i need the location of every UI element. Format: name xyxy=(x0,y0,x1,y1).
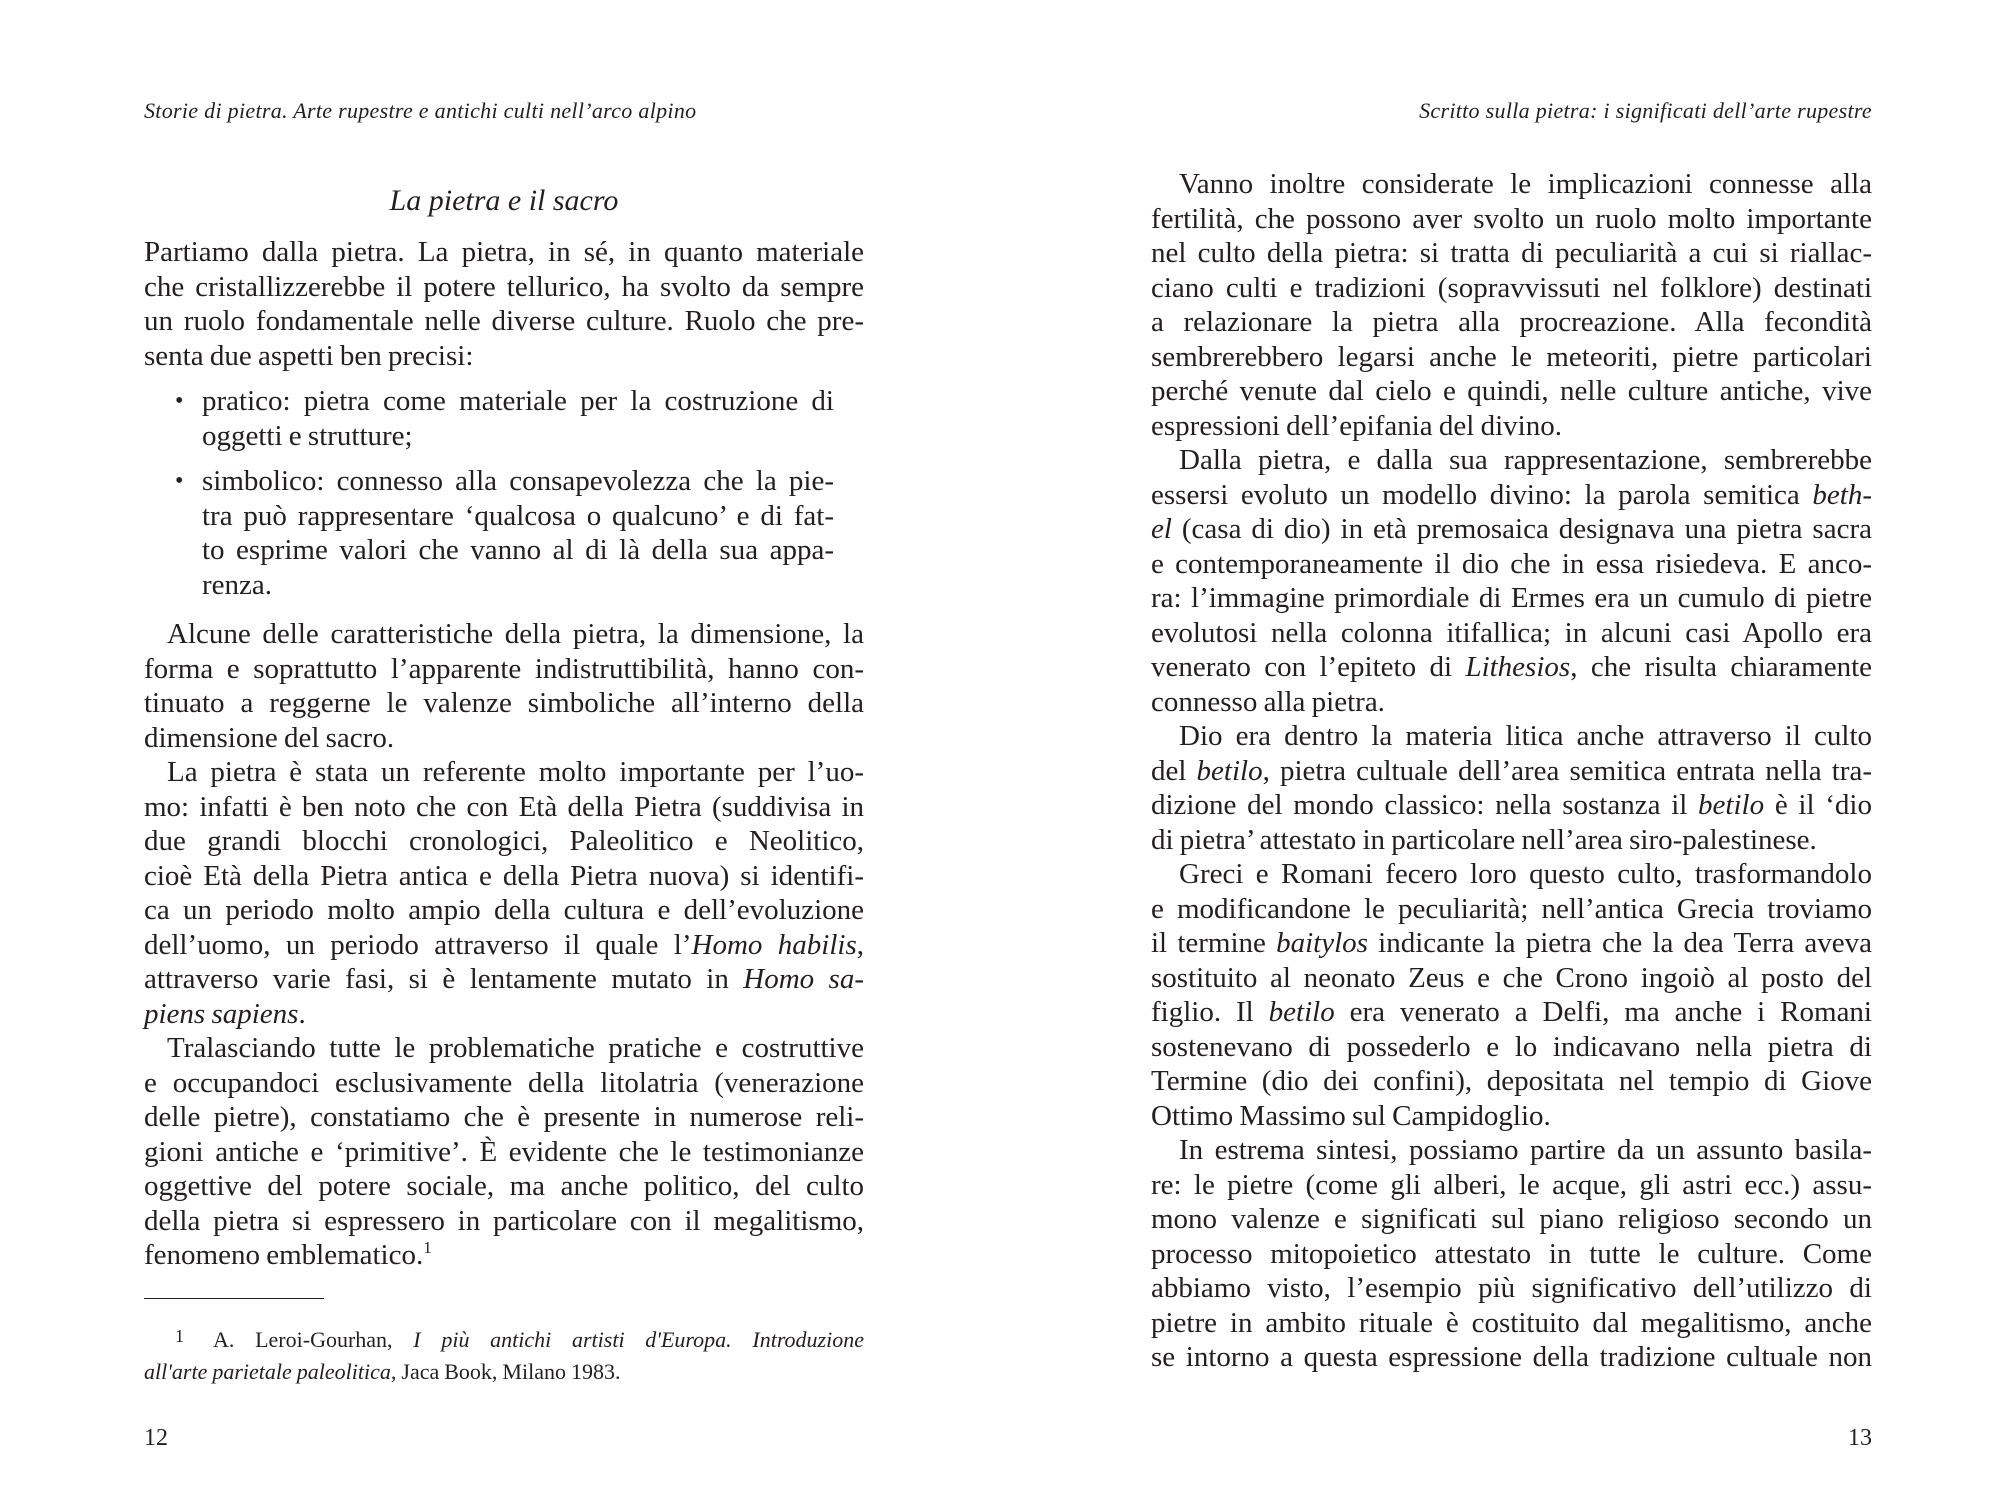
text-line: due grandi blocchi cronologici, Paleolitico e Neolitico, xyxy=(144,825,864,857)
text-line xyxy=(1151,995,1872,1030)
text-line xyxy=(1151,788,1872,823)
paragraph xyxy=(1151,1133,1872,1375)
text-line: simbolico: connesso alla consapevolezza che la pie- xyxy=(202,465,834,497)
text-line xyxy=(1151,512,1872,547)
text-line: 1 A. Leroi-Gourhan, I più antichi artisti d'Europa. Introduzione xyxy=(175,1326,864,1352)
text-line: sostenevano di possederlo e lo indicavano nella pietra di xyxy=(1151,1030,1872,1063)
text-line: oggetti e strutture; xyxy=(202,419,413,452)
bullet-icon: • xyxy=(175,468,184,494)
bullet-list xyxy=(144,384,864,602)
italic-text: el xyxy=(1151,513,1172,545)
text-run: A. Leroi-Gourhan, xyxy=(213,1327,414,1352)
text-line: mono valenze e significati sul piano religioso secondo un xyxy=(1151,1203,1872,1235)
italic-text: Lithesios xyxy=(1465,651,1571,683)
text-line: tra può rappresentare ‘qualcosa o qualcuno’ e di fat- xyxy=(202,499,834,532)
paragraph xyxy=(1151,167,1872,443)
text-line: della pietra si espressero in particolare con il megalitismo, xyxy=(144,1204,864,1237)
bullet-icon: • xyxy=(175,388,184,414)
text-line: senta due aspetti ben precisi: xyxy=(144,339,474,372)
paragraph xyxy=(144,755,864,1031)
text-run: il termine xyxy=(1151,927,1277,959)
text-line: Partiamo dalla pietra. La pietra, in sé, in quanto materiale xyxy=(144,236,864,268)
text-line: renza. xyxy=(202,568,273,601)
italic-text: piens sapiens xyxy=(144,997,299,1030)
list-item xyxy=(175,384,834,453)
text-line: ra: l’immagine primordiale di Ermes era un cumulo di pietre xyxy=(1151,582,1872,614)
text-line: Tralasciando tutte le problematiche pratiche e costruttive xyxy=(167,1032,864,1064)
text-run: fenomeno emblematico. xyxy=(144,1239,424,1271)
text-line: Ottimo Massimo sul Campidoglio. xyxy=(1151,1099,1551,1132)
text-line: sembrerebbero legarsi anche le meteoriti, pietre particolari xyxy=(1151,340,1872,373)
text-run: indicante la pietra che la dea Terra aveva xyxy=(1367,927,1873,959)
text-line: e occupandoci esclusivamente della litolatria (venerazione xyxy=(144,1066,864,1099)
text-line xyxy=(144,997,864,1032)
text-line: un ruolo fondamentale nelle diverse culture. Ruolo che pre- xyxy=(144,305,864,337)
italic-text: betilo xyxy=(1268,996,1335,1028)
text-line: fertilità, che possono aver svolto un ruolo molto importante xyxy=(1151,202,1872,235)
text-line: perché venute dal cielo e quindi, nelle culture antiche, vive xyxy=(1151,375,1872,407)
paragraph xyxy=(144,1031,864,1273)
text-run: , pietra cultuale dell’area semitica entrata nella tra- xyxy=(1262,754,1872,787)
text-line: Dalla pietra, e dalla sua rappresentazione, sembrerebbe xyxy=(1179,444,1872,476)
text-line: a relazionare la pietra alla procreazione. Alla fecondità xyxy=(1151,306,1872,338)
text-line: e modificandone le peculiarità; nell’antica Grecia troviamo xyxy=(1151,892,1872,925)
text-run: venerato con l’epiteto di xyxy=(1151,651,1466,683)
footnote xyxy=(144,1324,864,1389)
text-run: , Jaca Book, Milano 1983. xyxy=(390,1359,621,1385)
text-line: cioè Età della Pietra antica e della Pietra nuova) si identifi- xyxy=(144,859,864,892)
paragraph xyxy=(1151,719,1872,857)
right-page xyxy=(1000,0,2000,1500)
italic-text: baitylos xyxy=(1276,927,1368,959)
text-run: essersi evoluto un modello divino: la parola semitica xyxy=(1151,478,1813,511)
italic-text: beth- xyxy=(1812,478,1872,511)
italic-text: Homo habilis xyxy=(691,928,857,961)
page-number: 12 xyxy=(144,1425,168,1451)
paragraph xyxy=(144,235,864,373)
text-line: ciano culti e tradizioni (sopravvissuti nel folklore) destinati xyxy=(1151,271,1872,304)
text-line: La pietra è stata un referente molto importante per l’uo- xyxy=(167,756,864,788)
text-line: tinuato a reggerne le valenze simboliche all’interno della xyxy=(144,687,864,719)
text-line: nel culto della pietra: si tratta di peculiarità a cui si riallac- xyxy=(1151,237,1872,269)
text-line: ca un periodo molto ampio della cultura e dell’evoluzione xyxy=(144,894,864,926)
text-run: del xyxy=(1151,754,1197,787)
footnote-rule xyxy=(144,1298,324,1299)
text-line: se intorno a questa espressione della tradizione cultuale non xyxy=(1151,1341,1872,1373)
text-run: era venerato a Delfi, ma anche i Romani xyxy=(1334,996,1872,1028)
text-run: (casa di dio) in età premosaica designava una pietra sacra xyxy=(1171,513,1872,545)
page-number: 13 xyxy=(1848,1425,1872,1451)
text-line xyxy=(1151,650,1872,685)
text-run: , xyxy=(856,928,865,961)
text-line: Dio era dentro la materia litica anche attraverso il culto xyxy=(1179,720,1872,752)
text-line: delle pietre), constatiamo che è presente in numerose reli- xyxy=(144,1101,864,1133)
text-line: Termine (dio dei confini), depositata nel tempio di Giove xyxy=(1151,1065,1872,1097)
text-line: pietre in ambito rituale è costituito dal megalitismo, anche xyxy=(1151,1306,1872,1339)
italic-text: I più antichi artisti d'Europa. Introduzione xyxy=(413,1327,864,1352)
paragraph xyxy=(1151,857,1872,1133)
text-line: to esprime valori che vanno al di là della sua appa- xyxy=(202,534,834,566)
text-run: . xyxy=(298,997,306,1030)
text-line: e contemporaneamente il dio che in essa risiedeva. E anco- xyxy=(1151,547,1872,580)
running-head: Scritto sulla pietra: i significati dell’arte rupestre xyxy=(1419,98,1872,123)
paragraph xyxy=(1151,443,1872,719)
text-line: Greci e Romani fecero loro questo culto, trasformandolo xyxy=(1179,858,1872,890)
italic-text: betilo xyxy=(1698,789,1765,821)
text-run: dell’uomo, un periodo attraverso il quale l’ xyxy=(144,928,692,961)
text-line: pratico: pietra come materiale per la costruzione di xyxy=(202,385,834,417)
text-run: attraverso varie fasi, si è lentamente mutato in xyxy=(144,963,744,995)
text-line: evolutosi nella colonna itifallica; in alcuni casi Apollo era xyxy=(1151,616,1872,649)
text-line xyxy=(144,962,864,997)
text-line: gioni antiche e ‘primitive’. È evidente che le testimonianze xyxy=(144,1135,864,1168)
text-line: espressioni dell’epifania del divino. xyxy=(1151,409,1562,442)
text-line: sostituito al neonato Zeus e che Crono ingoiò al posto del xyxy=(1151,961,1872,994)
body-text xyxy=(144,235,864,1273)
text-line xyxy=(144,928,864,963)
text-line xyxy=(1151,926,1872,961)
text-line: Vanno inoltre considerate le implicazioni connesse alla xyxy=(1179,168,1872,200)
text-line: re: le pietre (come gli alberi, le acque, gli astri ecc.) assu- xyxy=(1151,1168,1872,1201)
text-run: figlio. Il xyxy=(1151,996,1269,1028)
text-line: In estrema sintesi, possiamo partire da un assunto basila- xyxy=(1179,1134,1872,1166)
text-line xyxy=(1151,754,1872,789)
text-line xyxy=(144,1356,864,1388)
italic-text: Homo sa- xyxy=(743,963,864,995)
paragraph xyxy=(144,617,864,755)
text-line: oggettive del potere sociale, ma anche politico, del culto xyxy=(144,1170,864,1202)
text-line: abbiamo visto, l’esempio più significativo dell’utilizzo di xyxy=(1151,1272,1872,1304)
italic-text: all'arte parietale paleolitica xyxy=(144,1359,391,1385)
text-line: connesso alla pietra. xyxy=(1151,685,1385,718)
text-run: dizione del mondo classico: nella sostanza il xyxy=(1151,789,1699,821)
section-title: La pietra e il sacro xyxy=(389,184,619,217)
body-text xyxy=(1151,167,1872,1375)
text-line: forma e soprattutto l’apparente indistruttibilità, hanno con- xyxy=(144,652,864,685)
text-line: Alcune delle caratteristiche della pietra, la dimensione, la xyxy=(167,618,864,650)
footnote-reference: 1 xyxy=(423,1238,432,1257)
text-line: che cristallizzerebbe il potere tellurico, ha svolto da sempre xyxy=(144,270,864,303)
text-line: dimensione del sacro. xyxy=(144,721,395,754)
list-item xyxy=(175,464,834,602)
text-line: mo: infatti è ben noto che con Età della Pietra (suddivisa in xyxy=(144,790,864,823)
text-line xyxy=(1151,478,1872,513)
text-run: , che risulta chiaramente xyxy=(1570,651,1873,683)
italic-text: betilo xyxy=(1196,754,1263,787)
text-line xyxy=(144,1238,864,1273)
text-line: processo mitopoietico attestato in tutte le culture. Come xyxy=(1151,1237,1872,1270)
text-run: è il ‘dio xyxy=(1764,789,1872,821)
running-head: Storie di pietra. Arte rupestre e antichi culti nell’arco alpino xyxy=(144,98,697,123)
text-line: di pietra’ attestato in particolare nell’area siro-palestinese. xyxy=(1151,823,1817,856)
